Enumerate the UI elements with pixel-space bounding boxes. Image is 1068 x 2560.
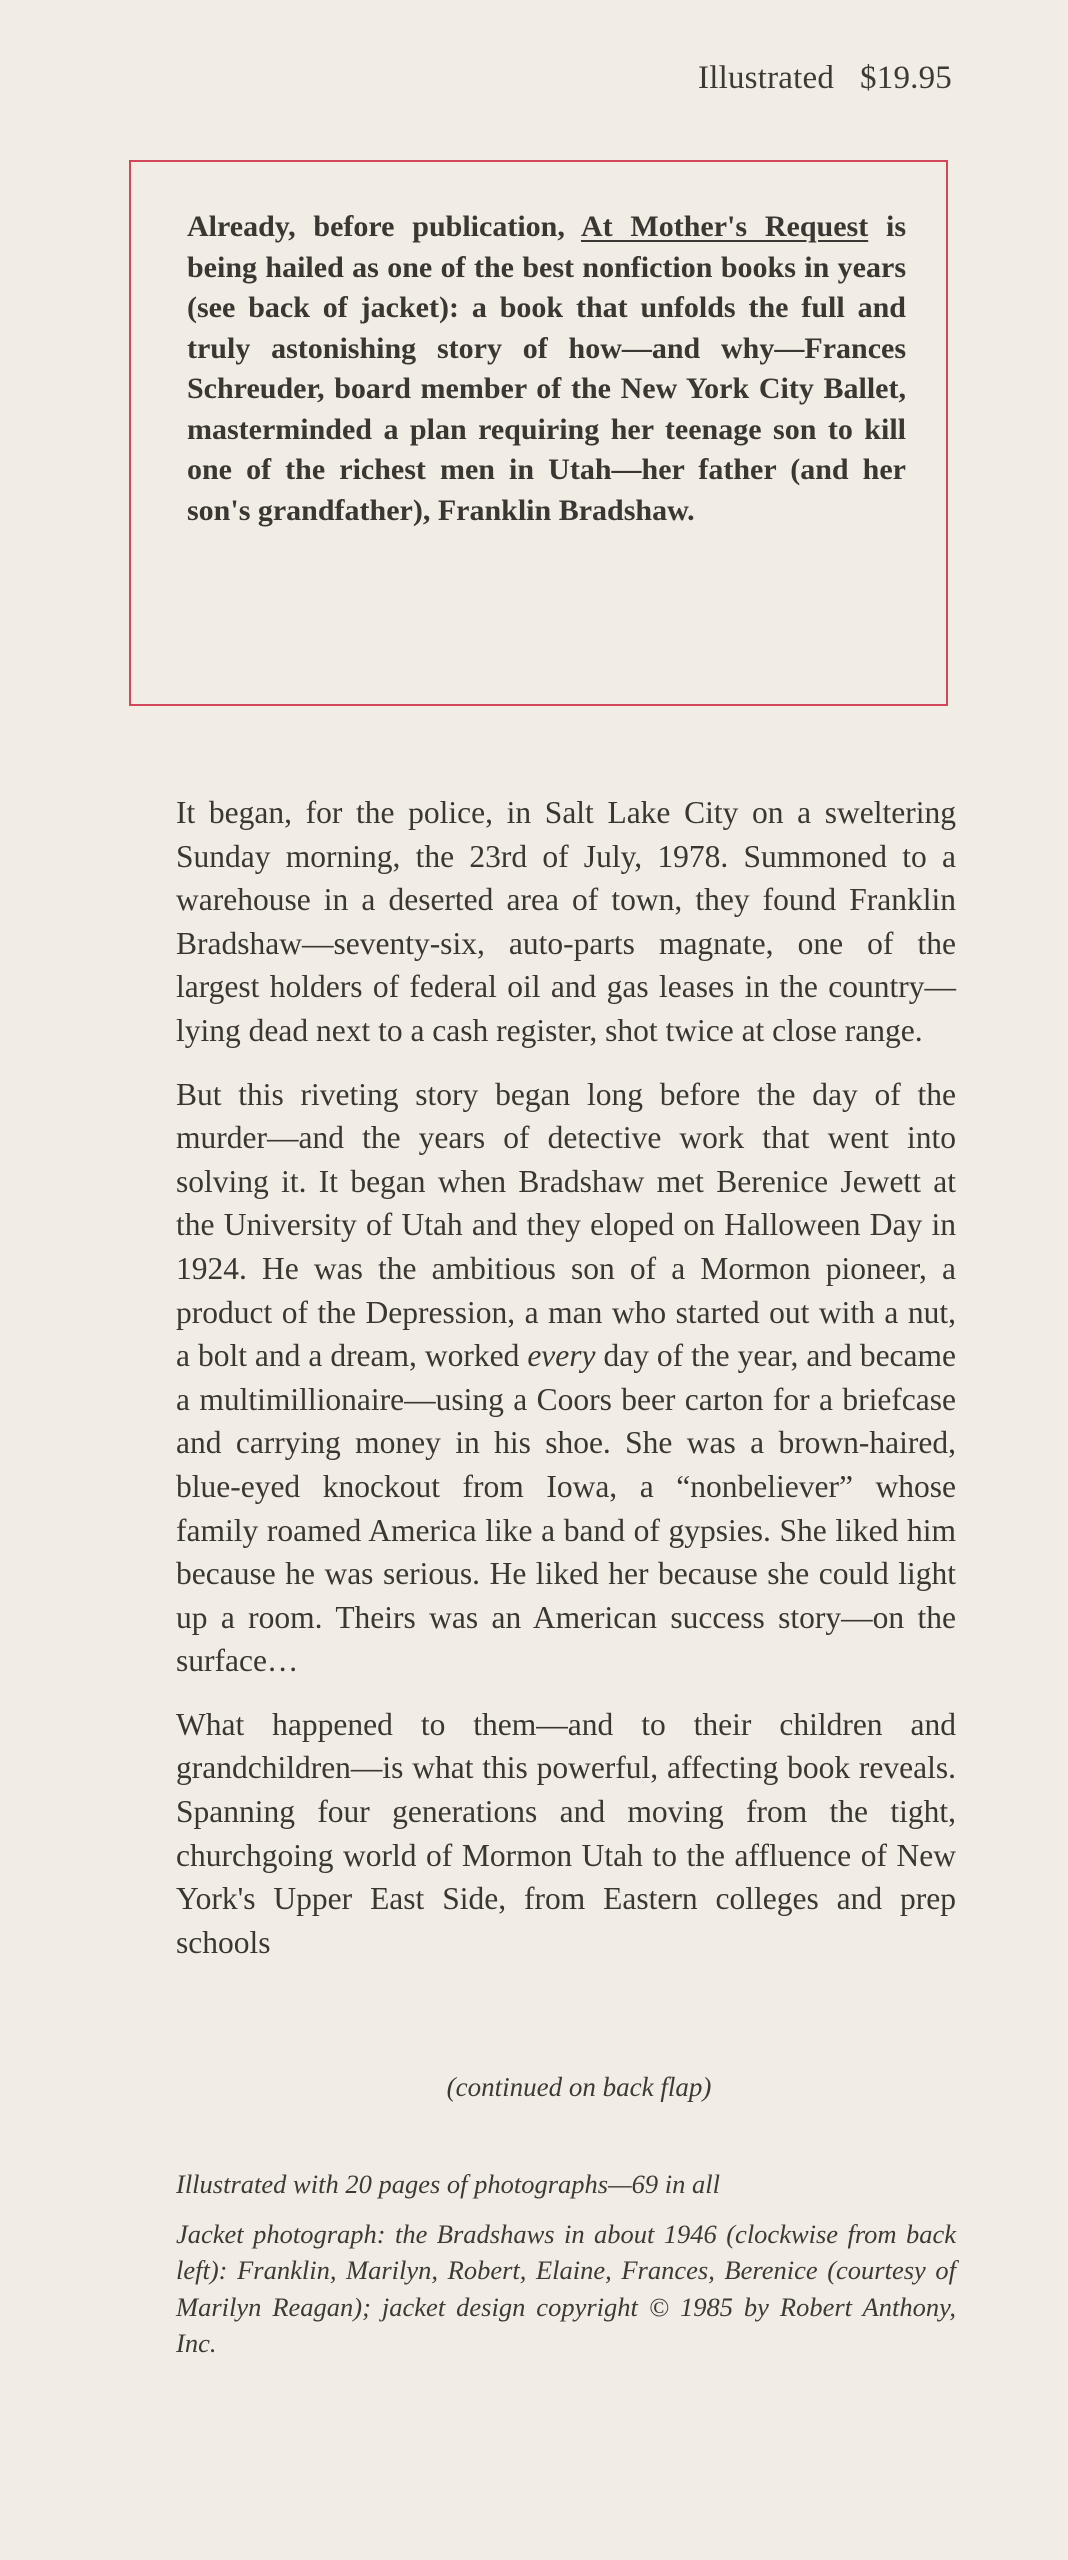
emphasis-every: every bbox=[527, 1338, 596, 1374]
paragraph-1: It began, for the police, in Salt Lake City on a sweltering Sunday morning, the 23rd of July, 1978. Summoned to a warehouse in a deserted area of town, they found Franklin Bradshaw—seventy-six, auto-parts magnate, one of the largest holders of federal oil and gas leases in the country—lying dead next to a cash register, shot twice at close range. bbox=[176, 795, 956, 1048]
blurb-rest: is being hailed as one of the best nonfiction books in years (see back of jacket): a book that unfolds the full and truly astonishing story of how—and why—Frances Schreuder, board member of the New York City Ballet, masterminded a plan requiring her teenage son to kill one of the richest men in Utah—her father (and her son's grandfather), Franklin Bradshaw. bbox=[187, 210, 907, 527]
price-value: $19.95 bbox=[860, 60, 952, 96]
paragraph-2 bbox=[176, 1073, 956, 1683]
paragraph-3: What happened to them—and to their children and grandchildren—is what this powerful, affecting book reveals. Spanning four generations and moving from the tight, churchgoing world of Mormon Utah to the affluence of New York's Upper East Side, from Eastern colleges and prep schools bbox=[176, 1706, 956, 1960]
blurb-text bbox=[187, 207, 906, 531]
blurb-lead: Already, before publication, bbox=[187, 210, 581, 243]
blurb-box bbox=[129, 160, 948, 706]
credits bbox=[176, 2166, 956, 2375]
price-line bbox=[698, 60, 952, 97]
jacket-credit: Jacket photograph: the Bradshaws in about 1946 (clockwise from back left): Franklin, Marilyn, Robert, Elaine, Frances, Berenice (courtesy of Marilyn Reagan); jacket design copyright © 1985 by Robert Anthony, Inc. bbox=[176, 2218, 956, 2358]
paragraph-2-end: day of the year, and became a multimillionaire—using a Coors beer carton for a briefcase and carrying money in his shoe. She was a brown-haired, blue-eyed knockout from Iowa, a “nonbeliever” whose family roamed America like a band of gypsies. She liked him because he was serious. He liked her because she could light up a room. Theirs was an American success story—on the surface… bbox=[176, 1338, 956, 1679]
book-title: At Mother's Request bbox=[580, 210, 869, 243]
illustrations-credit: Illustrated with 20 pages of photographs—69 in all bbox=[176, 2169, 721, 2199]
flap-body bbox=[176, 791, 956, 1984]
paragraph-2-start: But this riveting story began long before the day of the murder—and the years of detective work that went into solving it. It began when Bradshaw met Berenice Jewett at the University of Utah and they eloped on Halloween Day in 1924. He was the ambitious son of a Mormon pioneer, a product of the Depression, a man who started out with a nut, a bolt and a dream, worked bbox=[176, 1076, 956, 1374]
illustrated-label: Illustrated bbox=[698, 60, 835, 96]
continued-note: (continued on back flap) bbox=[446, 2072, 712, 2102]
